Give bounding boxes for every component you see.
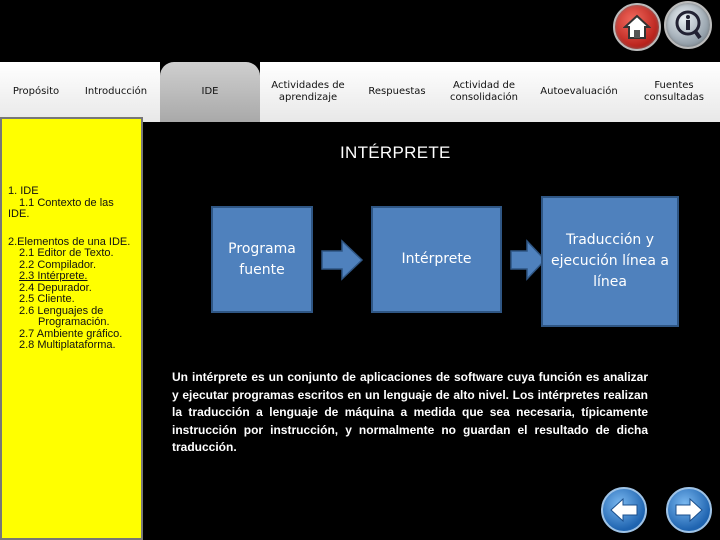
diagram-box-interpreter	[371, 206, 502, 313]
box-label: Traducción y ejecución línea a línea	[550, 232, 670, 290]
nav-autoevaluacion[interactable]	[530, 62, 628, 122]
nav-proposito[interactable]	[0, 62, 72, 122]
nav-label: Autoevaluación	[540, 86, 618, 97]
home-button[interactable]	[613, 3, 661, 51]
nav-actividades-aprendizaje[interactable]	[260, 62, 356, 122]
sidebar-item[interactable]: 2.7 Ambiente gráfico.	[19, 327, 123, 340]
nav-label: IDE	[201, 86, 219, 97]
topic-sidebar	[0, 117, 143, 540]
sidebar-item[interactable]: 2.5 Cliente.	[19, 293, 75, 305]
sidebar-item-current[interactable]: 2.3 Intérprete.	[19, 270, 88, 282]
nav-introduccion[interactable]	[72, 62, 160, 122]
flow-arrow-icon	[320, 238, 364, 282]
nav-label: Respuestas	[368, 86, 426, 97]
page-title: INTÉRPRETE	[340, 143, 451, 162]
nav-label: Propósito	[12, 86, 60, 97]
sidebar-item[interactable]: 2.Elementos de una IDE.	[8, 235, 131, 248]
previous-button[interactable]	[601, 487, 647, 533]
description-text: Un intérprete es un conjunto de aplicaciones de software cuya función es analizar y ejecutar programas escritos en un lenguaje de alto nivel. Los intérpretes realizan la traducción a lenguaje de máquina a medida que sea necesaria, típicamente instrucción por instrucción, y normalmente no guardan el resultado de dicha traducción.	[172, 370, 648, 454]
sidebar-item[interactable]: 2.8 Multiplataforma.	[19, 339, 116, 351]
sidebar-item[interactable]: Programación.	[38, 316, 110, 328]
sidebar-item[interactable]: 1.1 Contexto de las	[19, 196, 114, 209]
sidebar-item[interactable]: 2.1 Editor de Texto.	[19, 247, 114, 259]
arrow-left-icon	[609, 497, 639, 523]
sidebar-item[interactable]: 1. IDE	[8, 185, 39, 197]
nav-label: Fuentes consultadas	[643, 80, 704, 103]
sidebar-item[interactable]: IDE.	[8, 208, 30, 220]
home-icon	[623, 14, 651, 40]
sidebar-item[interactable]: 2.2 Compilador.	[19, 258, 97, 271]
next-button[interactable]	[666, 487, 712, 533]
sidebar-item[interactable]: 2.6 Lenguajes de	[19, 304, 104, 317]
nav-fuentes-consultadas[interactable]	[628, 62, 720, 122]
nav-respuestas[interactable]	[356, 62, 438, 122]
nav-label: Introducción	[84, 86, 148, 97]
nav-ide[interactable]	[160, 62, 260, 122]
info-icon	[673, 9, 703, 41]
box-label: Intérprete	[401, 251, 472, 267]
arrow-right-icon	[674, 497, 704, 523]
diagram-box-source	[211, 206, 313, 313]
diagram-box-translation	[541, 196, 679, 327]
nav-actividad-consolidacion[interactable]	[438, 62, 530, 122]
sidebar-item[interactable]: 2.4 Depurador.	[19, 281, 92, 294]
info-button[interactable]	[664, 1, 712, 49]
nav-label: Actividades de aprendizaje	[271, 80, 345, 103]
nav-label: Actividad de consolidación	[449, 80, 519, 103]
box-label: Programa fuente	[228, 240, 296, 278]
